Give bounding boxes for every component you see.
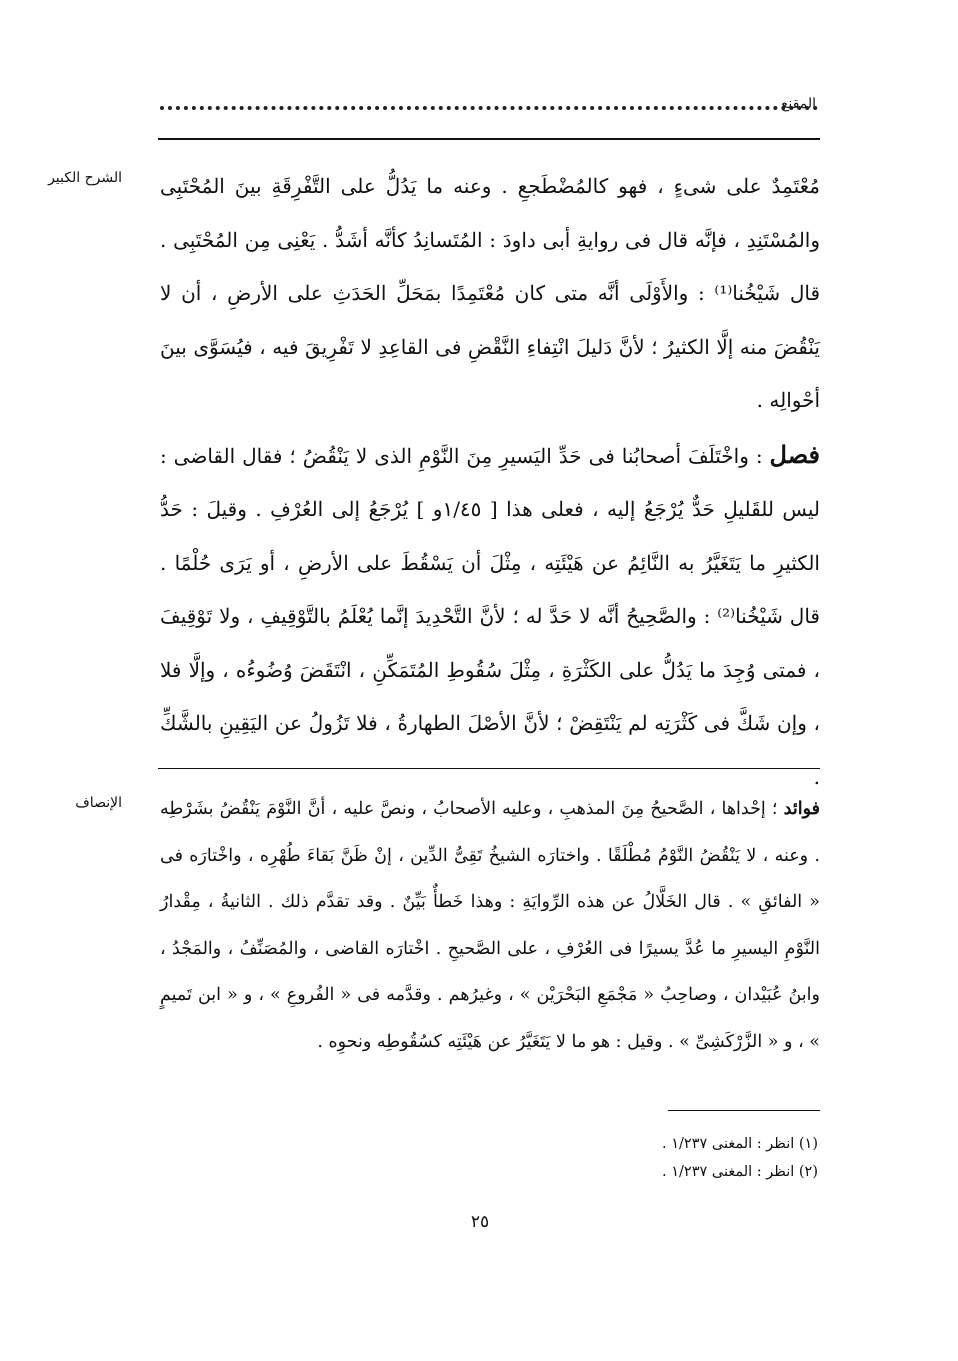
insaf-paragraph-text: ؛ إحْداها ، الصَّحيحُ مِنَ المذهبِ ، وعليه الأصحابُ ، ونصَّ عليه ، أنَّ النَّوْمَ يَنْقُضُ بشَرْطِه . وعنه ، لا يَنْقُضُ النَّوْمُ مُطْلَقًا . واختارَه الشيخُ تَقِىُّ الدِّين ، إنْ ظَنَّ بَقاءَ طُهْرِه ، واخْتارَه فى « الفائقِ » . قال الخَلَّالُ عن هذه الرِّوايَةِ : وهذا خَطأٌ بَيِّنٌ . وقد تقدَّم ذلك . الثانيةُ ، مِقْدارُ النَّوْمِ اليسيرِ ما عُدَّ يسيرًا فى العُرْفِ ، على الصَّحيحِ . اخْتارَه القاضى ، والمُصَنِّفُ ، والمَجْدُ ، وابنُ عُبَيْدان ، وصاحِبُ « مَجْمَعِ البَحْرَيْن » ، وغيرُهم . وقدَّمه فى « الفُروعِ » ، و « ابن تَميمٍ » ، و « الزَّرْكَشِىِّ » . وقيل : هو ما لا يَتَغَيَّرُ عن هَيْئَتِه كسُقُوطِه ونحوِه . (160, 799, 820, 1052)
insaf-text-block (160, 786, 820, 1065)
header-rule (158, 138, 820, 140)
running-head: المقنع (780, 96, 816, 112)
footnotes (418, 1130, 818, 1186)
footnote-2: (٢) انظر : المغنى ١/٢٣٧ . (662, 1164, 818, 1180)
sharh-text-block (160, 160, 820, 804)
insaf-paragraph (160, 786, 820, 1065)
section-divider-rule (158, 768, 820, 769)
fasl-heading-word: فصل (769, 439, 820, 469)
footnote-rule (668, 1110, 820, 1111)
page-number: ٢٥ (470, 1212, 490, 1232)
insaf-section-label: الإنصاف (75, 795, 122, 811)
fawaid-heading-word: فوائد (783, 799, 820, 819)
sharh-paragraph-1: مُعْتَمِدٌ على شىءٍ ، فهو كالمُضْطَجعِ . وعنه ما يَدُلُّ على التَّفْرِقَةِ بينَ المُحْتَبِى والمُسْتَنِدِ ، فإنَّه قال فى روايةِ أبى داودَ : المُتَسانِدُ كأنَّه أشَدُّ . يَعْنِى مِن المُحْتَبِى . قال شَيْخُنا⁽¹⁾ : والأَوْلَى أنَّه متى كان مُعْتَمِدًا بمَحَلِّ الحَدَثِ على الأرضِ ، أن لا يَنْقُضَ منه إلَّا الكثيرُ ؛ لأنَّ دَليلَ انْتِفاءِ النَّقْضِ فى القاعِدِ لا تَفْرِيقَ فيه ، فيُسَوَّى بينَ أحْوالِه . (160, 174, 821, 412)
header-dotted-line (160, 104, 818, 110)
footnote-1: (١) انظر : المغنى ١/٢٣٧ . (662, 1136, 818, 1152)
sharh-paragraph-2 (160, 428, 820, 805)
sharh-paragraph-2-text: : واخْتَلَفَ أصحابُنا فى حَدِّ اليَسيرِ مِنَ النَّوْمِ الذى لا يَنْقُضُ ؛ فقال القاضى : ليس للقَليلِ حَدٌّ يُرْجَعُ إليه ، فعلى هذا [ ١/٤٥و ] يُرْجَعُ إلى العُرْفِ . وقيلَ : حَدُّ الكثيرِ ما يَتَغَيَّرُ به النَّائِمُ عن هَيْئَتِه ، مِثْلَ أن يَسْقُطَ على الأرضِ ، أو يَرَى حُلْمًا . قال شَيْخُنا⁽²⁾ : والصَّحِيحُ أنَّه لا حَدَّ له ؛ لأنَّ التَّحْدِيدَ إنَّما يُعْلَمُ بالتَّوْقِيفِ ، ولا تَوْقِيفَ ، فمتى وُجِدَ ما يَدُلُّ على الكَثْرَةِ ، مِثْلَ سُقُوطِ المُتَمَكِّنِ ، انْتَقَضَ وُضُوءُه ، وإلَّا فلا ، وإن شَكَّ فى كَثْرَتِه لم يَنْتَقِضْ ؛ لأنَّ الأصْلَ الطهارةُ ، فلا تَزُولُ عن اليَقِينِ بالشَّكِّ . (160, 443, 820, 789)
sharh-section-label: الشرح الكبير (48, 170, 122, 186)
